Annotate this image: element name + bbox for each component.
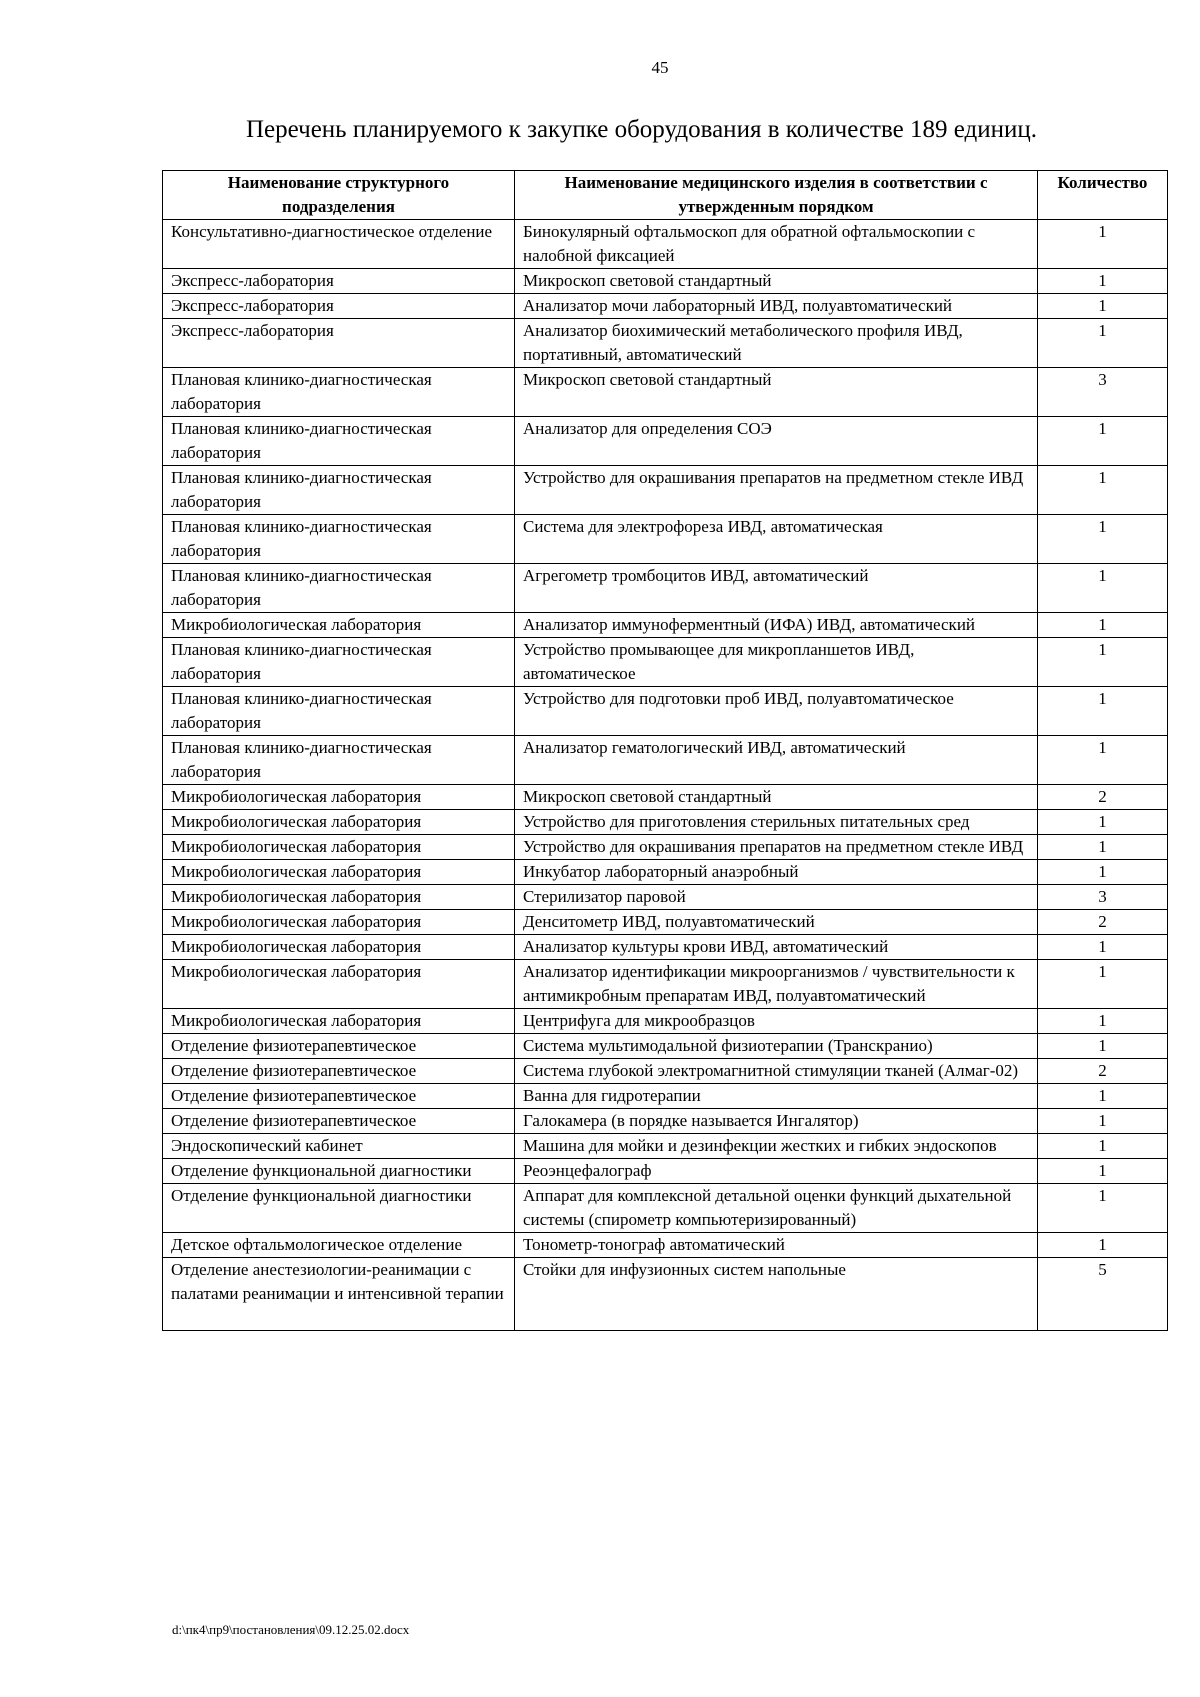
cell-unit: Плановая клинико-диагностическая лаборатория [163,638,515,687]
table-header-row [163,171,1168,220]
cell-unit: Микробиологическая лаборатория [163,885,515,910]
cell-unit: Отделение физиотерапевтическое [163,1109,515,1134]
cell-device: Анализатор биохимический метаболического профиля ИВД, портативный, автоматический [515,319,1038,368]
table-row [163,835,1168,860]
cell-qty: 3 [1038,885,1168,910]
cell-qty: 1 [1038,1034,1168,1059]
cell-qty: 1 [1038,319,1168,368]
cell-unit: Плановая клинико-диагностическая лаборатория [163,736,515,785]
cell-unit: Экспресс-лаборатория [163,294,515,319]
table-row [163,564,1168,613]
cell-device: Микроскоп световой стандартный [515,368,1038,417]
cell-unit: Плановая клинико-диагностическая лаборатория [163,564,515,613]
table-row [163,368,1168,417]
page-number: 45 [651,58,669,77]
cell-qty: 3 [1038,368,1168,417]
table-row [163,1159,1168,1184]
equipment-table [162,170,1168,1331]
cell-device: Устройство промывающее для микропланшетов ИВД, автоматическое [515,638,1038,687]
cell-qty: 2 [1038,910,1168,935]
cell-device: Тонометр-тонограф автоматический [515,1233,1038,1258]
cell-qty: 1 [1038,1184,1168,1233]
table-row [163,417,1168,466]
cell-qty: 1 [1038,736,1168,785]
cell-unit: Плановая клинико-диагностическая лаборатория [163,466,515,515]
cell-unit: Микробиологическая лаборатория [163,613,515,638]
table-row [163,785,1168,810]
cell-device: Анализатор иммуноферментный (ИФА) ИВД, автоматический [515,613,1038,638]
table-row [163,269,1168,294]
cell-qty: 1 [1038,294,1168,319]
table-row [163,220,1168,269]
table-row [163,960,1168,1009]
cell-device: Устройство для окрашивания препаратов на предметном стекле ИВД [515,835,1038,860]
file-path-footer: d:\пк4\пр9\постановления\09.12.25.02.docx [172,1622,410,1637]
cell-qty: 1 [1038,1159,1168,1184]
header-qty: Количество [1038,171,1168,220]
table-row [163,1059,1168,1084]
cell-device: Центрифуга для микрообразцов [515,1009,1038,1034]
cell-unit: Плановая клинико-диагностическая лаборатория [163,417,515,466]
cell-unit: Микробиологическая лаборатория [163,810,515,835]
table-row [163,736,1168,785]
cell-unit: Консультативно-диагностическое отделение [163,220,515,269]
cell-unit: Микробиологическая лаборатория [163,910,515,935]
cell-unit: Микробиологическая лаборатория [163,785,515,810]
table-row [163,1184,1168,1233]
cell-device: Стойки для инфузионных систем напольные [515,1258,1038,1331]
table-row [163,294,1168,319]
cell-device: Анализатор мочи лабораторный ИВД, полуавтоматический [515,294,1038,319]
cell-unit: Плановая клинико-диагностическая лаборатория [163,515,515,564]
table-row [163,1109,1168,1134]
table-row [163,319,1168,368]
table-row [163,638,1168,687]
cell-device: Анализатор для определения СОЭ [515,417,1038,466]
cell-unit: Отделение физиотерапевтическое [163,1059,515,1084]
table-row [163,1258,1168,1331]
cell-unit: Отделение функциональной диагностики [163,1184,515,1233]
table-row [163,910,1168,935]
cell-device: Микроскоп световой стандартный [515,269,1038,294]
cell-device: Система для электрофореза ИВД, автоматическая [515,515,1038,564]
cell-unit: Экспресс-лаборатория [163,269,515,294]
table-row [163,1134,1168,1159]
table-row [163,860,1168,885]
header-device: Наименование медицинского изделия в соответствии с утвержденным порядком [515,171,1038,220]
cell-qty: 2 [1038,1059,1168,1084]
cell-unit: Микробиологическая лаборатория [163,935,515,960]
cell-qty: 1 [1038,1233,1168,1258]
cell-qty: 1 [1038,1084,1168,1109]
cell-device: Галокамера (в порядке называется Ингалятор) [515,1109,1038,1134]
cell-unit: Плановая клинико-диагностическая лаборатория [163,368,515,417]
cell-qty: 1 [1038,613,1168,638]
cell-device: Денситометр ИВД, полуавтоматический [515,910,1038,935]
cell-unit: Микробиологическая лаборатория [163,1009,515,1034]
cell-qty: 1 [1038,860,1168,885]
cell-unit: Отделение физиотерапевтическое [163,1034,515,1059]
cell-qty: 5 [1038,1258,1168,1331]
table-row [163,515,1168,564]
cell-device: Анализатор культуры крови ИВД, автоматический [515,935,1038,960]
cell-qty: 1 [1038,220,1168,269]
cell-unit: Детское офтальмологическое отделение [163,1233,515,1258]
cell-device: Стерилизатор паровой [515,885,1038,910]
cell-unit: Отделение анестезиологии-реанимации с палатами реанимации и интенсивной терапии [163,1258,515,1331]
cell-qty: 1 [1038,269,1168,294]
cell-qty: 1 [1038,687,1168,736]
cell-unit: Микробиологическая лаборатория [163,960,515,1009]
cell-unit: Отделение функциональной диагностики [163,1159,515,1184]
cell-device: Анализатор идентификации микроорганизмов / чувствительности к антимикробным препаратам ИВД, полуавтоматический [515,960,1038,1009]
cell-device: Устройство для приготовления стерильных питательных сред [515,810,1038,835]
cell-qty: 1 [1038,564,1168,613]
cell-qty: 1 [1038,935,1168,960]
cell-device: Система глубокой электромагнитной стимуляции тканей (Алмаг-02) [515,1059,1038,1084]
cell-qty: 1 [1038,417,1168,466]
cell-device: Бинокулярный офтальмоскоп для обратной офтальмоскопии с налобной фиксацией [515,220,1038,269]
cell-qty: 1 [1038,835,1168,860]
table-row [163,466,1168,515]
table-row [163,1233,1168,1258]
cell-device: Инкубатор лабораторный анаэробный [515,860,1038,885]
cell-device: Анализатор гематологический ИВД, автоматический [515,736,1038,785]
cell-unit: Микробиологическая лаборатория [163,835,515,860]
table-body [163,220,1168,1331]
document-title: Перечень планируемого к закупке оборудования в количестве 189 единиц. [246,116,1037,143]
cell-unit: Микробиологическая лаборатория [163,860,515,885]
cell-qty: 1 [1038,466,1168,515]
cell-unit: Плановая клинико-диагностическая лаборатория [163,687,515,736]
cell-unit: Экспресс-лаборатория [163,319,515,368]
cell-device: Микроскоп световой стандартный [515,785,1038,810]
table-row [163,1009,1168,1034]
cell-qty: 1 [1038,1009,1168,1034]
header-unit: Наименование структурного подразделения [163,171,515,220]
cell-qty: 1 [1038,960,1168,1009]
cell-qty: 2 [1038,785,1168,810]
table-row [163,810,1168,835]
cell-qty: 1 [1038,515,1168,564]
cell-device: Ванна для гидротерапии [515,1084,1038,1109]
cell-device: Агрегометр тромбоцитов ИВД, автоматический [515,564,1038,613]
cell-qty: 1 [1038,810,1168,835]
table-row [163,1034,1168,1059]
table-row [163,935,1168,960]
cell-device: Система мультимодальной физиотерапии (Транскранио) [515,1034,1038,1059]
cell-unit: Отделение физиотерапевтическое [163,1084,515,1109]
cell-device: Аппарат для комплексной детальной оценки функций дыхательной системы (спирометр компьютеризированный) [515,1184,1038,1233]
cell-device: Машина для мойки и дезинфекции жестких и гибких эндоскопов [515,1134,1038,1159]
table-row [163,613,1168,638]
cell-device: Реоэнцефалограф [515,1159,1038,1184]
cell-qty: 1 [1038,1109,1168,1134]
cell-device: Устройство для подготовки проб ИВД, полуавтоматическое [515,687,1038,736]
table-row [163,1084,1168,1109]
cell-qty: 1 [1038,1134,1168,1159]
cell-unit: Эндоскопический кабинет [163,1134,515,1159]
cell-qty: 1 [1038,638,1168,687]
table-row [163,885,1168,910]
table-row [163,687,1168,736]
cell-device: Устройство для окрашивания препаратов на предметном стекле ИВД [515,466,1038,515]
